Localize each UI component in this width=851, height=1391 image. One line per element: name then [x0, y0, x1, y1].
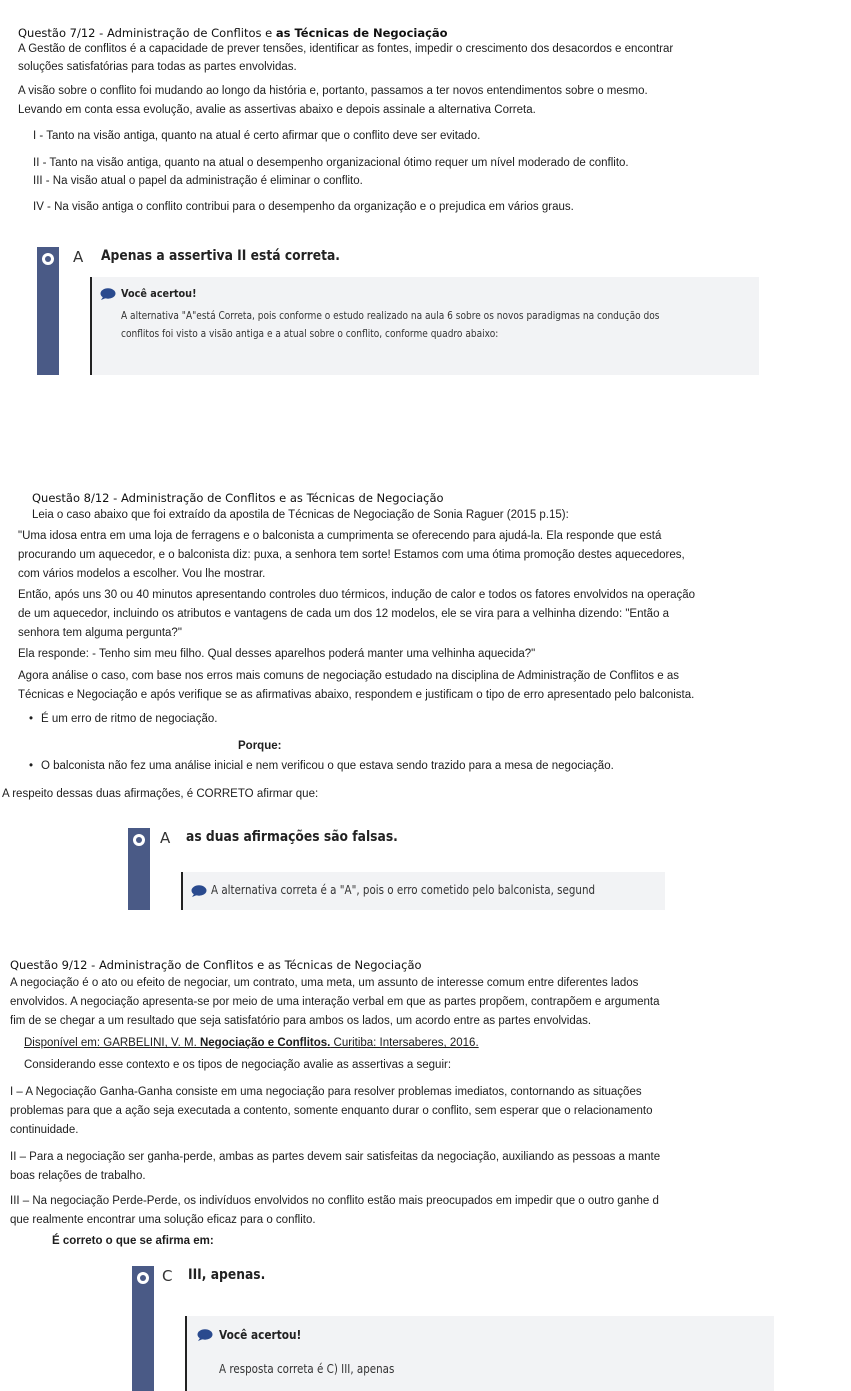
- q9-title: Questão 9/12 - Administração de Conflitos e as Técnicas de Negociação: [10, 958, 422, 972]
- q9-answer-text: III, apenas.: [188, 1267, 266, 1283]
- q9-text-line: A negociação é o ato ou efeito de negociar, um contrato, uma meta, um assunto de interesse comum entre diferentes lados: [10, 977, 639, 989]
- q9-text-line: envolvidos. A negociação apresenta-se por meio de uma interação verbal em que as partes propõem, contrapõem e argumenta: [10, 996, 660, 1008]
- q8-because: Porque:: [238, 740, 282, 752]
- q9-prompt: É correto o que se afirma em:: [52, 1235, 214, 1247]
- q8-case-line: procurando um aquecedor, e o balconista diz: puxa, a senhora tem sorte! Estamos com uma ótima promoção destes aquecedores,: [18, 549, 685, 561]
- q7-assertion-3: III - Na visão atual o papel da administração é eliminar o conflito.: [33, 175, 363, 187]
- q9-assertion-line: continuidade.: [10, 1124, 79, 1136]
- q9-feedback-head: Você acertou!: [219, 1328, 302, 1342]
- q8-case-line: de um aquecedor, incluindo os atributos e vantagens de cada um dos 12 modelos, ele se vira para a velhinha dizendo: "Então a: [18, 608, 670, 620]
- q8-case-line: Técnicas e Negociação e após verifique se as afirmativas abaixo, respondem e justificam o tipo de erro apresentado pelo balconista.: [18, 689, 695, 701]
- q9-source: Disponível em: GARBELINI, V. M. Negociação e Conflitos. Curitiba: Intersaberes, 2016.: [24, 1037, 479, 1049]
- q8-case-line: "Uma idosa entra em uma loja de ferragens e o balconista a cumprimenta se oferecendo para ajudá-la. Ela responde que está: [18, 530, 662, 542]
- q7-title: Questão 7/12 - Administração de Conflitos e as Técnicas de Negociação: [18, 26, 448, 40]
- q8-intro: Leia o caso abaixo que foi extraído da apostila de Técnicas de Negociação de Sonia Raguer (2015 p.15):: [32, 509, 569, 521]
- q8-bullet-2: • O balconista não fez uma análise inicial e nem verificou o que estava sendo trazido para a mesa de negociação.: [29, 759, 614, 775]
- q9-context: Considerando esse contexto e os tipos de negociação avalie as assertivas a seguir:: [24, 1059, 452, 1071]
- q9-answer-bar: [132, 1266, 154, 1391]
- q7-text-line: soluções satisfatórias para todas as partes envolvidas.: [18, 61, 297, 73]
- speech-bubble-icon: [100, 288, 116, 300]
- q7-answer-box: [37, 247, 757, 375]
- q8-answer-text: as duas afirmações são falsas.: [186, 829, 398, 845]
- speech-bubble-icon: [197, 1329, 213, 1341]
- q9-feedback-line: A resposta correta é C) III, apenas: [219, 1362, 395, 1376]
- q7-feedback-head: Você acertou!: [121, 287, 197, 300]
- q7-text-line: A Gestão de conflitos é a capacidade de prever tensões, identificar as fontes, impedir o crescimento dos desacordos e encontrar: [18, 43, 674, 55]
- q7-answer-bar: [37, 247, 59, 375]
- q7-answer-letter: A: [73, 248, 84, 266]
- speech-bubble-icon: [191, 885, 207, 897]
- q8-radio-selected-icon[interactable]: [133, 834, 145, 846]
- q8-feedback-line: A alternativa correta é a "A", pois o erro cometido pelo balconista, segund: [211, 883, 596, 897]
- q8-case-line: com vários modelos a escolher. Vou lhe mostrar.: [18, 568, 266, 580]
- q7-assertion-4: IV - Na visão antiga o conflito contribui para o desempenho da organização e o prejudica em vários graus.: [33, 201, 574, 213]
- q9-answer-letter: C: [162, 1267, 173, 1285]
- q9-assertion-line: III – Na negociação Perde-Perde, os indivíduos envolvidos no conflito estão mais preocupados em impedir que o outro ganhe d: [10, 1195, 659, 1207]
- q8-answer-box: [128, 828, 663, 910]
- q7-assertion-2: II - Tanto na visão antiga, quanto na atual o desempenho organizacional ótimo requer um nível moderado de conflito.: [33, 157, 629, 169]
- q9-feedback: [185, 1316, 774, 1391]
- q7-feedback-line: A alternativa "A"está Correta, pois conforme o estudo realizado na aula 6 sobre os novos paradigmas na condução dos: [121, 310, 660, 322]
- q7-feedback-line: conflitos foi visto a visão antiga e a atual sobre o conflito, conforme quadro abaixo:: [121, 328, 499, 340]
- q7-answer-text: Apenas a assertiva II está correta.: [101, 248, 340, 264]
- q9-assertion-line: II – Para a negociação ser ganha-perde, ambas as partes devem sair satisfeitas da negociação, auxiliando as pessoas a mante: [10, 1151, 661, 1163]
- q8-feedback: [181, 872, 665, 910]
- q9-assertion-line: problemas para que a ação seja executada a contento, somente enquanto durar o conflito, sem esperar que o relacionamento: [10, 1105, 653, 1117]
- q8-case-line: senhora tem alguma pergunta?": [18, 627, 182, 639]
- q9-text-line: fim de se chegar a um resultado que seja satisfatório para ambos os lados, um acordo entre as partes envolvidas.: [10, 1015, 592, 1027]
- q8-case-line: Agora análise o caso, com base nos erros mais comuns de negociação estudado na disciplina de Administração de Conflitos e as: [18, 670, 679, 682]
- q8-title: Questão 8/12 - Administração de Conflitos e as Técnicas de Negociação: [32, 491, 444, 505]
- q7-radio-selected-icon[interactable]: [42, 253, 54, 265]
- q7-feedback: [90, 277, 759, 375]
- q9-assertion-line: que realmente encontrar uma solução eficaz para o conflito.: [10, 1214, 316, 1226]
- q9-assertion-line: I – A Negociação Ganha-Ganha consiste em uma negociação para resolver problemas imediatos, contornando as situações: [10, 1086, 642, 1098]
- q9-answer-box: [132, 1266, 772, 1391]
- q7-text-line: A visão sobre o conflito foi mudando ao longo da história e, portanto, passamos a ter novos entendimentos sobre o mesmo.: [18, 85, 648, 97]
- q8-bullet-1: • É um erro de ritmo de negociação.: [29, 712, 217, 728]
- q7-text-line: Levando em conta essa evolução, avalie as assertivas abaixo e depois assinale a alternativa Correta.: [18, 104, 536, 116]
- q8-question: A respeito dessas duas afirmações, é CORRETO afirmar que:: [2, 788, 319, 800]
- q8-answer-letter: A: [160, 829, 171, 847]
- q7-assertion-1: I - Tanto na visão antiga, quanto na atual é certo afirmar que o conflito deve ser evitado.: [33, 130, 481, 142]
- q8-case-line: Então, após uns 30 ou 40 minutos apresentando controles duo térmicos, indução de calor e todos os fatores envolvidos na operação: [18, 589, 696, 601]
- q8-case-line: Ela responde: - Tenho sim meu filho. Qual desses aparelhos poderá manter uma velhinha aquecida?": [18, 648, 536, 660]
- q9-radio-selected-icon[interactable]: [137, 1272, 149, 1284]
- q9-assertion-line: boas relações de trabalho.: [10, 1170, 146, 1182]
